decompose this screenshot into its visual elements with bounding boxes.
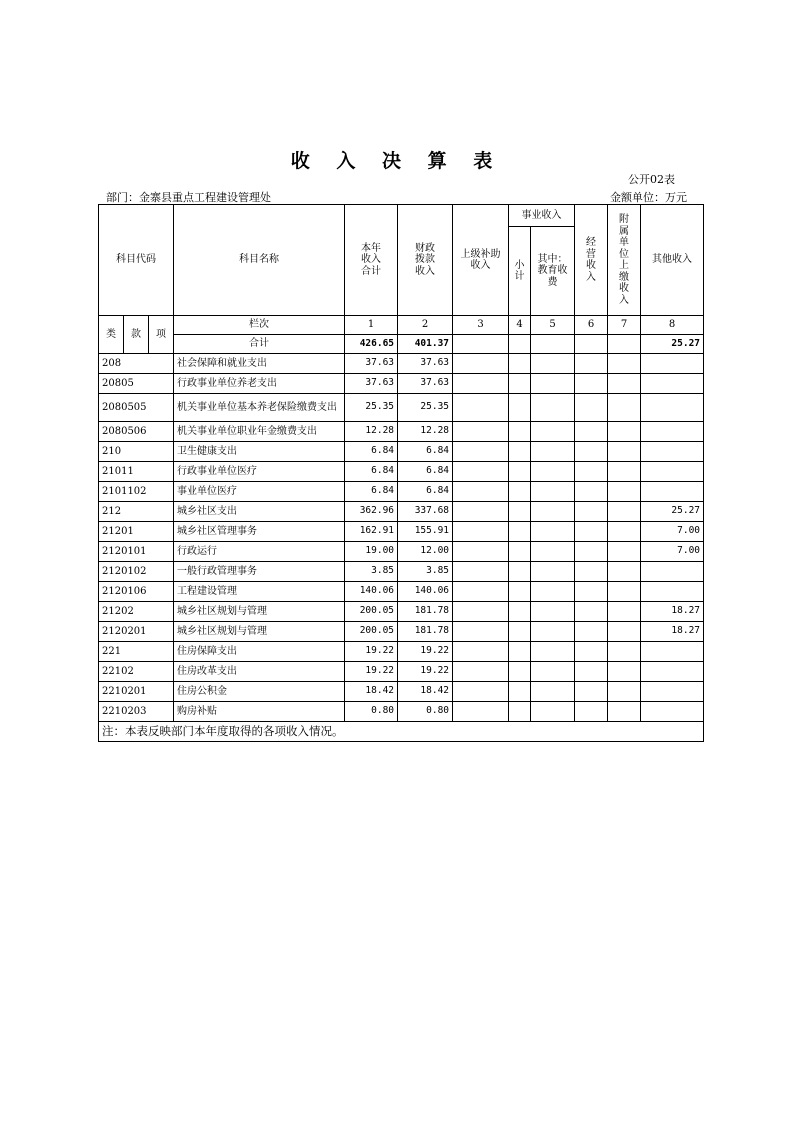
table-row — [99, 702, 704, 722]
row-total: 6.84 — [345, 442, 398, 462]
header-subtotal: 小计 — [509, 227, 531, 316]
row-total: 200.05 — [345, 602, 398, 622]
empty-cell — [608, 354, 641, 374]
table-row — [99, 542, 704, 562]
empty-cell — [608, 622, 641, 642]
empty-cell — [575, 482, 608, 502]
row-fiscal: 181.78 — [398, 622, 453, 642]
empty-cell — [509, 562, 531, 582]
row-total: 19.22 — [345, 662, 398, 682]
table-row — [99, 462, 704, 482]
row-name: 行政事业单位医疗 — [174, 462, 345, 482]
empty-cell — [608, 602, 641, 622]
header-total: 本年收入合计 — [345, 205, 398, 316]
row-fiscal: 6.84 — [398, 462, 453, 482]
table-note: 注：本表反映部门本年度取得的各项收入情况。 — [99, 722, 704, 742]
table-row — [99, 522, 704, 542]
empty-cell — [608, 374, 641, 394]
row-name: 事业单位医疗 — [174, 482, 345, 502]
row-fiscal: 155.91 — [398, 522, 453, 542]
row-fiscal: 337.68 — [398, 502, 453, 522]
row-name: 住房公积金 — [174, 682, 345, 702]
row-fiscal: 6.84 — [398, 442, 453, 462]
row-total: 19.00 — [345, 542, 398, 562]
empty-cell — [509, 422, 531, 442]
empty-cell — [531, 602, 575, 622]
empty-cell — [531, 354, 575, 374]
row-total: 162.91 — [345, 522, 398, 542]
empty-cell — [575, 602, 608, 622]
row-code: 21011 — [99, 462, 174, 482]
empty-cell — [453, 622, 509, 642]
header-operating: 经营收入 — [575, 205, 608, 316]
empty-cell — [453, 422, 509, 442]
empty-cell — [453, 354, 509, 374]
header-edu: 其中：教育收费 — [531, 227, 575, 316]
table-row — [99, 602, 704, 622]
empty-cell — [509, 374, 531, 394]
col-num: 5 — [531, 316, 575, 335]
row-code: 2210203 — [99, 702, 174, 722]
form-number: 公开02表 — [628, 173, 675, 186]
row-name: 社会保障和就业支出 — [174, 354, 345, 374]
row-code: 212 — [99, 502, 174, 522]
row-name: 城乡社区管理事务 — [174, 522, 345, 542]
row-total: 19.22 — [345, 642, 398, 662]
empty-cell — [575, 562, 608, 582]
row-code: 20805 — [99, 374, 174, 394]
empty-cell — [531, 442, 575, 462]
col-num: 6 — [575, 316, 608, 335]
empty-cell — [575, 682, 608, 702]
empty-cell — [608, 522, 641, 542]
empty-cell — [575, 374, 608, 394]
row-fiscal: 19.22 — [398, 642, 453, 662]
row-code: 2120101 — [99, 542, 174, 562]
row-fiscal: 140.06 — [398, 582, 453, 602]
row-other — [641, 462, 704, 482]
empty-cell — [608, 542, 641, 562]
table-row — [99, 422, 704, 442]
row-total: 25.35 — [345, 394, 398, 422]
empty-cell — [531, 642, 575, 662]
empty-cell — [531, 422, 575, 442]
empty-cell — [531, 662, 575, 682]
empty-cell — [575, 442, 608, 462]
row-other: 7.00 — [641, 542, 704, 562]
row-name: 城乡社区规划与管理 — [174, 602, 345, 622]
row-name: 工程建设管理 — [174, 582, 345, 602]
col-num: 7 — [608, 316, 641, 335]
row-total: 18.42 — [345, 682, 398, 702]
row-fiscal: 37.63 — [398, 354, 453, 374]
empty-cell — [531, 502, 575, 522]
row-other — [641, 582, 704, 602]
header-name: 科目名称 — [174, 205, 345, 316]
total-row-label: 合计 — [174, 335, 345, 354]
col-num: 8 — [641, 316, 704, 335]
row-code: 208 — [99, 354, 174, 374]
empty-cell — [608, 682, 641, 702]
empty-cell — [509, 394, 531, 422]
empty-cell — [531, 374, 575, 394]
row-fiscal: 181.78 — [398, 602, 453, 622]
row-code: 22102 — [99, 662, 174, 682]
header-lanci: 栏次 — [174, 316, 345, 335]
row-code: 2210201 — [99, 682, 174, 702]
row-total: 362.96 — [345, 502, 398, 522]
empty-cell — [509, 582, 531, 602]
row-name: 行政运行 — [174, 542, 345, 562]
table-row — [99, 582, 704, 602]
row-total: 37.63 — [345, 374, 398, 394]
row-code: 2120102 — [99, 562, 174, 582]
empty-cell — [608, 562, 641, 582]
empty-cell — [453, 582, 509, 602]
empty-cell — [575, 542, 608, 562]
row-other — [641, 442, 704, 462]
header-kuan: 款 — [124, 316, 149, 354]
row-other: 25.27 — [641, 502, 704, 522]
row-total: 6.84 — [345, 462, 398, 482]
header-affiliated: 附属单位上缴收入 — [608, 205, 641, 316]
empty-cell — [453, 502, 509, 522]
header-xiang: 项 — [149, 316, 174, 354]
row-code: 21202 — [99, 602, 174, 622]
empty-cell — [509, 462, 531, 482]
empty-cell — [608, 582, 641, 602]
empty-cell — [608, 482, 641, 502]
row-code: 210 — [99, 442, 174, 462]
empty-cell — [509, 502, 531, 522]
department-label: 部门：金寨县重点工程建设管理处 — [106, 191, 271, 204]
empty-cell — [531, 522, 575, 542]
table-row — [99, 662, 704, 682]
table-row — [99, 442, 704, 462]
empty-cell — [531, 482, 575, 502]
total-row-fiscal: 401.37 — [398, 335, 453, 354]
row-other — [641, 422, 704, 442]
empty-cell — [575, 422, 608, 442]
row-total: 12.28 — [345, 422, 398, 442]
empty-cell — [453, 642, 509, 662]
empty-cell — [509, 602, 531, 622]
row-total: 140.06 — [345, 582, 398, 602]
row-fiscal: 19.22 — [398, 662, 453, 682]
empty-cell — [531, 682, 575, 702]
row-name: 城乡社区支出 — [174, 502, 345, 522]
row-fiscal: 6.84 — [398, 482, 453, 502]
row-name: 购房补贴 — [174, 702, 345, 722]
empty-cell — [531, 582, 575, 602]
table-row — [99, 502, 704, 522]
empty-cell — [509, 542, 531, 562]
empty-cell — [531, 622, 575, 642]
empty-cell — [575, 394, 608, 422]
empty-cell — [608, 662, 641, 682]
empty-cell — [509, 702, 531, 722]
row-name: 住房改革支出 — [174, 662, 345, 682]
page-title: 收 入 决 算 表 — [290, 150, 503, 172]
row-name: 行政事业单位养老支出 — [174, 374, 345, 394]
empty-cell — [453, 522, 509, 542]
row-other — [641, 482, 704, 502]
row-total: 6.84 — [345, 482, 398, 502]
row-code: 2101102 — [99, 482, 174, 502]
empty-cell — [453, 562, 509, 582]
empty-cell — [608, 394, 641, 422]
empty-cell — [575, 354, 608, 374]
empty-cell — [575, 662, 608, 682]
empty-cell — [575, 462, 608, 482]
row-other — [641, 562, 704, 582]
row-name: 卫生健康支出 — [174, 442, 345, 462]
empty-cell — [453, 482, 509, 502]
col-num: 3 — [453, 316, 509, 335]
table-row — [99, 374, 704, 394]
empty-cell — [608, 422, 641, 442]
empty-cell — [509, 522, 531, 542]
empty-cell — [453, 394, 509, 422]
empty-cell — [575, 522, 608, 542]
row-code: 21201 — [99, 522, 174, 542]
row-fiscal: 37.63 — [398, 374, 453, 394]
col-num: 4 — [509, 316, 531, 335]
table-row — [99, 622, 704, 642]
empty-cell — [509, 662, 531, 682]
empty-cell — [531, 562, 575, 582]
table-row — [99, 682, 704, 702]
row-other: 18.27 — [641, 622, 704, 642]
empty-cell — [509, 622, 531, 642]
row-total: 0.80 — [345, 702, 398, 722]
table-row — [99, 482, 704, 502]
col-num: 2 — [398, 316, 453, 335]
header-fiscal: 财政拨款收入 — [398, 205, 453, 316]
header-code: 科目代码 — [99, 205, 174, 316]
empty-cell — [531, 702, 575, 722]
row-total: 3.85 — [345, 562, 398, 582]
row-code: 2080505 — [99, 394, 174, 422]
row-other — [641, 354, 704, 374]
empty-cell — [509, 354, 531, 374]
row-other — [641, 682, 704, 702]
empty-cell — [608, 702, 641, 722]
row-name: 机关事业单位基本养老保险缴费支出 — [174, 394, 345, 422]
row-code: 2120201 — [99, 622, 174, 642]
empty-cell — [531, 462, 575, 482]
unit-label: 金额单位：万元 — [610, 191, 687, 204]
empty-cell — [509, 642, 531, 662]
income-table — [98, 204, 704, 742]
row-fiscal: 18.42 — [398, 682, 453, 702]
row-other — [641, 702, 704, 722]
row-name: 住房保障支出 — [174, 642, 345, 662]
row-fiscal: 12.28 — [398, 422, 453, 442]
empty-cell — [531, 394, 575, 422]
row-other — [641, 662, 704, 682]
row-name: 城乡社区规划与管理 — [174, 622, 345, 642]
empty-cell — [509, 682, 531, 702]
empty-cell — [453, 702, 509, 722]
table-row — [99, 394, 704, 422]
header-lei: 类 — [99, 316, 124, 354]
empty-cell — [509, 482, 531, 502]
header-superior: 上级补助收入 — [453, 205, 509, 316]
empty-cell — [531, 542, 575, 562]
total-row-other: 25.27 — [641, 335, 704, 354]
table-row — [99, 562, 704, 582]
header-other: 其他收入 — [641, 205, 704, 316]
row-name: 一般行政管理事务 — [174, 562, 345, 582]
empty-cell — [608, 642, 641, 662]
row-code: 2080506 — [99, 422, 174, 442]
empty-cell — [453, 462, 509, 482]
empty-cell — [608, 462, 641, 482]
empty-cell — [575, 622, 608, 642]
empty-cell — [453, 602, 509, 622]
empty-cell — [608, 442, 641, 462]
empty-cell — [575, 502, 608, 522]
empty-cell — [453, 374, 509, 394]
row-other — [641, 642, 704, 662]
row-other: 18.27 — [641, 602, 704, 622]
empty-cell — [453, 542, 509, 562]
row-fiscal: 12.00 — [398, 542, 453, 562]
table-row — [99, 354, 704, 374]
row-other — [641, 374, 704, 394]
row-code: 221 — [99, 642, 174, 662]
empty-cell — [453, 682, 509, 702]
empty-cell — [575, 642, 608, 662]
empty-cell — [453, 442, 509, 462]
empty-cell — [453, 662, 509, 682]
empty-cell — [575, 702, 608, 722]
empty-cell — [575, 582, 608, 602]
empty-cell — [509, 442, 531, 462]
row-fiscal: 3.85 — [398, 562, 453, 582]
table-row — [99, 642, 704, 662]
row-other: 7.00 — [641, 522, 704, 542]
empty-cell — [608, 502, 641, 522]
row-other — [641, 394, 704, 422]
row-name: 机关事业单位职业年金缴费支出 — [174, 422, 345, 442]
total-row-total: 426.65 — [345, 335, 398, 354]
row-fiscal: 25.35 — [398, 394, 453, 422]
row-total: 200.05 — [345, 622, 398, 642]
row-code: 2120106 — [99, 582, 174, 602]
row-total: 37.63 — [345, 354, 398, 374]
row-fiscal: 0.80 — [398, 702, 453, 722]
col-num: 1 — [345, 316, 398, 335]
header-business: 事业收入 — [509, 205, 575, 227]
